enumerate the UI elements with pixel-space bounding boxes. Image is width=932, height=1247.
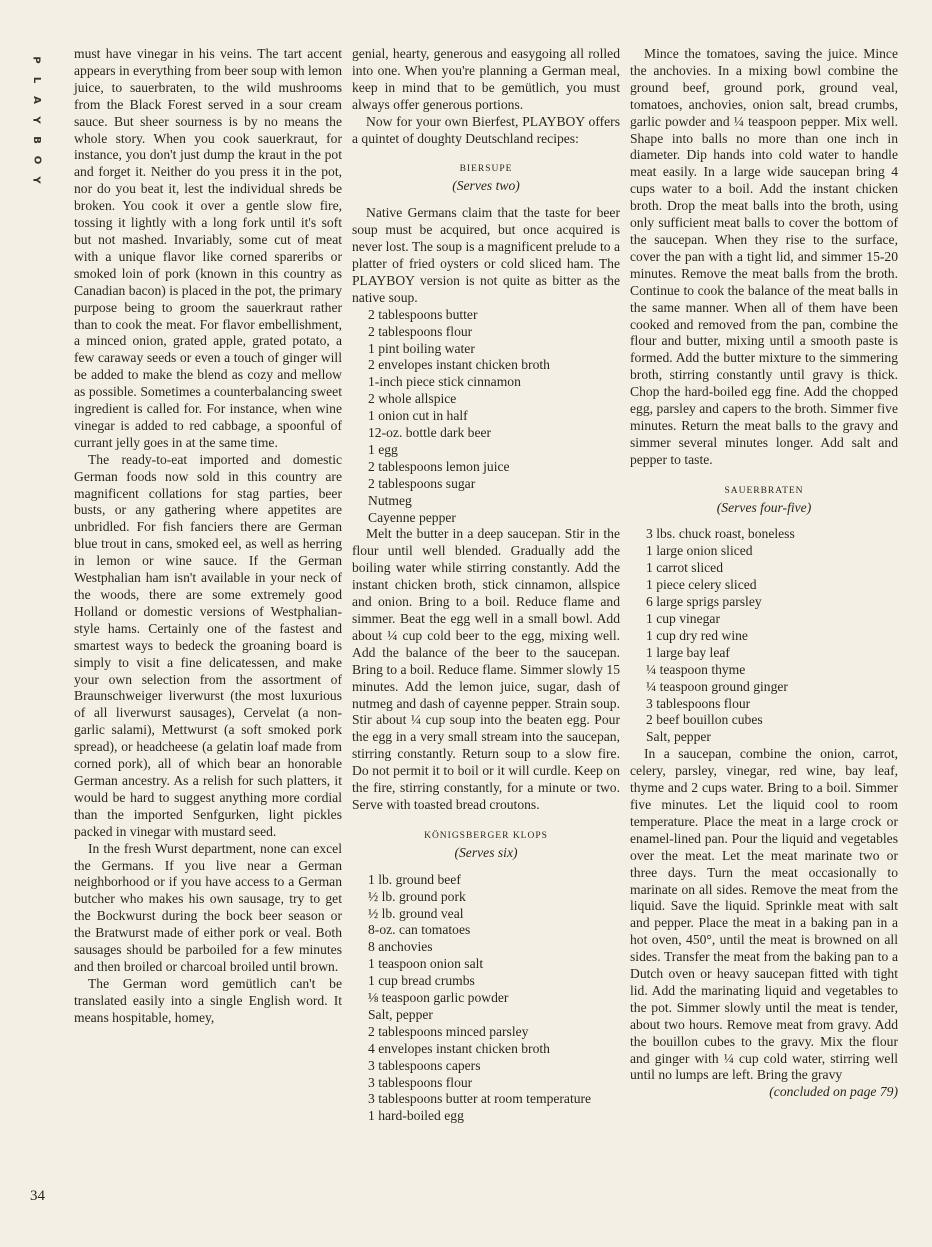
spine-letter: L [31,76,42,84]
list-item: Salt, pepper [646,729,711,745]
list-item: 1 cup vinegar [646,611,720,626]
ingredient-list [368,872,620,1126]
list-item: ⅛ teaspoon garlic powder [368,990,509,1006]
list-item: 3 tablespoons flour [368,1074,473,1090]
list-item: 1 large onion sliced [646,543,753,559]
spine-letter: B [31,136,42,144]
list-item: 1 cup bread crumbs [368,973,475,989]
list-item: 2 envelopes instant chicken broth [368,357,550,373]
spine-letter: Y [31,116,42,124]
list-item: 2 tablespoons lemon juice [368,458,510,474]
column-1 [74,46,342,1027]
list-item: 2 whole allspice [368,391,457,407]
list-item: 3 lbs. chuck roast, boneless [646,526,795,542]
list-item: 8-oz. can tomatoes [368,922,471,938]
list-item: 1-inch piece stick cinnamon [368,374,521,390]
list-item: 3 tablespoons capers [368,1057,481,1073]
paragraph: genial, hearty, generous and easygoing all rolled into one. When you're planning a German meal, keep in mind that to be gemütlich, you must always offer generous portions. [352,46,620,112]
column-2 [352,46,620,1125]
list-item: 2 tablespoons butter [368,306,478,322]
list-item: Cayenne pepper [368,509,456,525]
list-item: 6 large sprigs parsley [646,594,762,610]
recipe-serves: (Serves two) [452,178,520,194]
list-item: 1 large bay leaf [646,644,730,660]
column-3 [630,46,898,1101]
list-item: 1 lb. ground beef [368,871,461,887]
recipe-serves: (Serves six) [454,844,518,860]
paragraph: Melt the butter in a deep saucepan. Stir in the flour until well blended. Gradually add the boiling water while stirring constantly. Add the instant chicken broth, stick cinnamon, allspice and onion. Bring to a boil. Reduce flame and simmer. Beat the egg well in a small bowl. Add about ¼ cup cold beer to the egg, mixing well. Add the balance of the beer to the saucepan. Bring to a boil. Reduce flame. Simmer slowly 15 minutes. Add the lemon juice, sugar, dash of nutmeg and dash of cayenne pepper. Strain soup. Stir about ¼ cup soup into the beaten egg. Pour the egg in a very small stream into the saucepan, stirring constantly. Return soup to a slow fire. Do not permit it to boil or it will curdle. Keep on the fire, stirring constantly, for a minute or two. Serve with toasted bread croutons. [352,526,620,812]
list-item: 8 anchovies [368,939,433,955]
list-item: 1 carrot sliced [646,560,723,576]
recipe-title: BIERSUPE [459,164,513,175]
paragraph: In a saucepan, combine the onion, carrot, celery, parsley, vinegar, red wine, bay leaf, thyme and 2 cups water. Bring to a boil. Simmer five minutes. Let the liquid cool to room temperature. Place the meat in a large crock or enamel-lined pan. Pour the liquid and vegetables over the meat. Let the meat marinate two or three days. Turn the meat occasionally to marinate on all sides. Remove the meat from the liquid. Save the liquid. Sprinkle meat with salt and pepper. Place the meat in a baking pan in a hot oven, 450°, until the meat is browned on all sides. Transfer the meat from the baking pan to a Dutch oven or heavy saucepan fitted with tight lid. Add the marinating liquid and vegetables to the pot. Simmer slowly until the meat is tender, about two hours. Remove meat from gravy. Add the bouillon cubes to the gravy. Mix the flour and ginger with ¼ cup cold water, stirring well until no lumps are left. Bring the gravy [630,746,898,1083]
list-item: ½ lb. ground pork [368,888,466,904]
magazine-spine [28,50,44,190]
list-item: 1 cup dry red wine [646,627,748,643]
list-item: Nutmeg [368,492,412,508]
ingredient-list [646,526,898,746]
paragraph: In the fresh Wurst department, none can excel the Germans. If you live near a German neighborhood or if you have access to a German butcher who makes his own sausage, try to get the Bockwurst during the bock beer season or the Bratwurst made of either pork or veal. Both sausages should be parboiled for a few minutes and then broiled or charcoal broiled until brown. [74,840,342,974]
recipe-title: SAUERBRATEN [724,485,804,496]
recipe-serves: (Serves four-five) [716,499,812,515]
paragraph: The ready-to-eat imported and domestic German foods now sold in this country are magnificent collations for stag parties, beer busts, or any gathering where appetites are unbridled. For fish fanciers there are German blue trout in cans, smoked eel, as well as herring in lemon or wine sauce. If the German Westphalian ham isn't available in your neck of the woods, there are some extremely good Holland or domestic versions of Westphalian-style hams. Certainly one of the fastest and smartest ways to bedeck the groaning board is simply to visit a fine delicatessen, and make your own selection from the assortment of Braunschweiger liverwurst (the most luxurious of all liverwurst sausages), Cervelat (a non-garlic salami), Mettwurst (a soft smoked pork spread), or headcheese (a gelatin loaf made from corned pork), all of which bear an honorable German ancestry. As a relish for such platters, it would be hard to suggest anything more cordial than the imported Senfgurken, light pickles packed in vinegar with mustard seed. [74,451,342,839]
paragraph: Native Germans claim that the taste for beer soup must be acquired, but once acquired is never lost. The soup is a magnificent prelude to a platter of fried oysters or cold sliced ham. The PLAYBOY version is not quite as bitter as the native soup. [352,205,620,305]
list-item: 1 hard-boiled egg [368,1108,464,1124]
page-number: 34 [30,1188,45,1204]
list-item: 2 tablespoons sugar [368,475,476,491]
list-item: 12-oz. bottle dark beer [368,425,492,441]
list-item: 1 pint boiling water [368,340,475,356]
list-item: 2 beef bouillon cubes [646,712,763,728]
list-item: 1 teaspoon onion salt [368,956,484,972]
paragraph: Mince the tomatoes, saving the juice. Mince the anchovies. In a mixing bowl combine the ground beef, ground pork, ground veal, tomatoes, anchovies, onion salt, bread crumbs, garlic powder and ¼ teaspoon pepper. Mix well. Shape into balls no more than one inch in diameter. Dip hands into cold water to handle meat easily. In a large wide saucepan bring 4 cups water to a boil. Add the instant chicken broth. Drop the meat balls into the broth, using only sufficient meat balls to cover the bottom of the saucepan. When they rise to the surface, cover the pan with a tight lid, and simmer 15-20 minutes. Remove the meat balls from the broth. Continue to cook the balance of the meat balls in the same manner. When all of them have been cooked and removed from the pan, combine the flour and butter, mixing until a smooth paste is formed. Add the butter mixture to the simmering broth, stirring constantly until gravy is thick. Chop the hard-boiled egg fine. Add the chopped egg, parsley and capers to the broth. Simmer five minutes. Return the meat balls to the gravy and simmer several minutes longer. Add salt and pepper to taste. [630,46,898,467]
list-item: ½ lb. ground veal [368,905,464,921]
spine-letter: O [30,155,42,165]
spine-letter: Y [31,176,42,184]
list-item: 3 tablespoons butter at room temperature [368,1091,592,1107]
list-item: 1 piece celery sliced [646,577,757,593]
list-item: 3 tablespoons flour [646,695,751,711]
list-item: 2 tablespoons minced parsley [368,1023,529,1039]
list-item: ¼ teaspoon ground ginger [646,678,788,694]
spine-letter: P [31,56,42,64]
list-item: 2 tablespoons flour [368,323,473,339]
paragraph: The German word gemütlich can't be translated easily into a single English word. It means hospitable, homey, [74,975,342,1025]
list-item: Salt, pepper [368,1006,433,1022]
recipe-title: KÖNIGSBERGER KLOPS [424,830,548,841]
list-item: 4 envelopes instant chicken broth [368,1040,550,1056]
list-item: 1 onion cut in half [368,408,468,424]
list-item: 1 egg [368,441,398,457]
ingredient-list [368,307,620,527]
paragraph: must have vinegar in his veins. The tart accent appears in everything from beer soup with lemon juice, to sauerbraten, to the wild mushrooms from the Black Forest served in a sour cream sauce. But sheer sourness is by no means the whole story. When you cook sauerkraut, for instance, you don't just dump the kraut in the pot and forget it. Neither do you press it in the pot, nor do you beat it, lest the individual shreds be broken. You cook it over a gentle slow fire, tossing it lightly with a long fork until it's soft but not mashed. Invariably, some cut of meat with a unique flavor like corned spareribs or smoked loin of pork (known in this country as Canadian bacon) is placed in the pot, the primary purpose being to groom the sauerkraut rather than to cook the meat. For flavor embellishment, a minced onion, grated apple, grated potato, a few caraway seeds or even a touch of ginger will be added to make the blend as cozy and mellow as possible. Sometimes a counterbalancing sweet ingredient is called for. For instance, when wine vinegar is added to red cabbage, a spoonful of currant jelly goes in at the same time. [74,46,342,450]
paragraph: Now for your own Bierfest, PLAYBOY offers a quintet of doughty Deutschland recipes: [352,113,620,146]
spine-letter: A [31,96,42,104]
continued-note: (concluded on page 79) [769,1084,898,1100]
list-item: ¼ teaspoon thyme [646,661,746,677]
